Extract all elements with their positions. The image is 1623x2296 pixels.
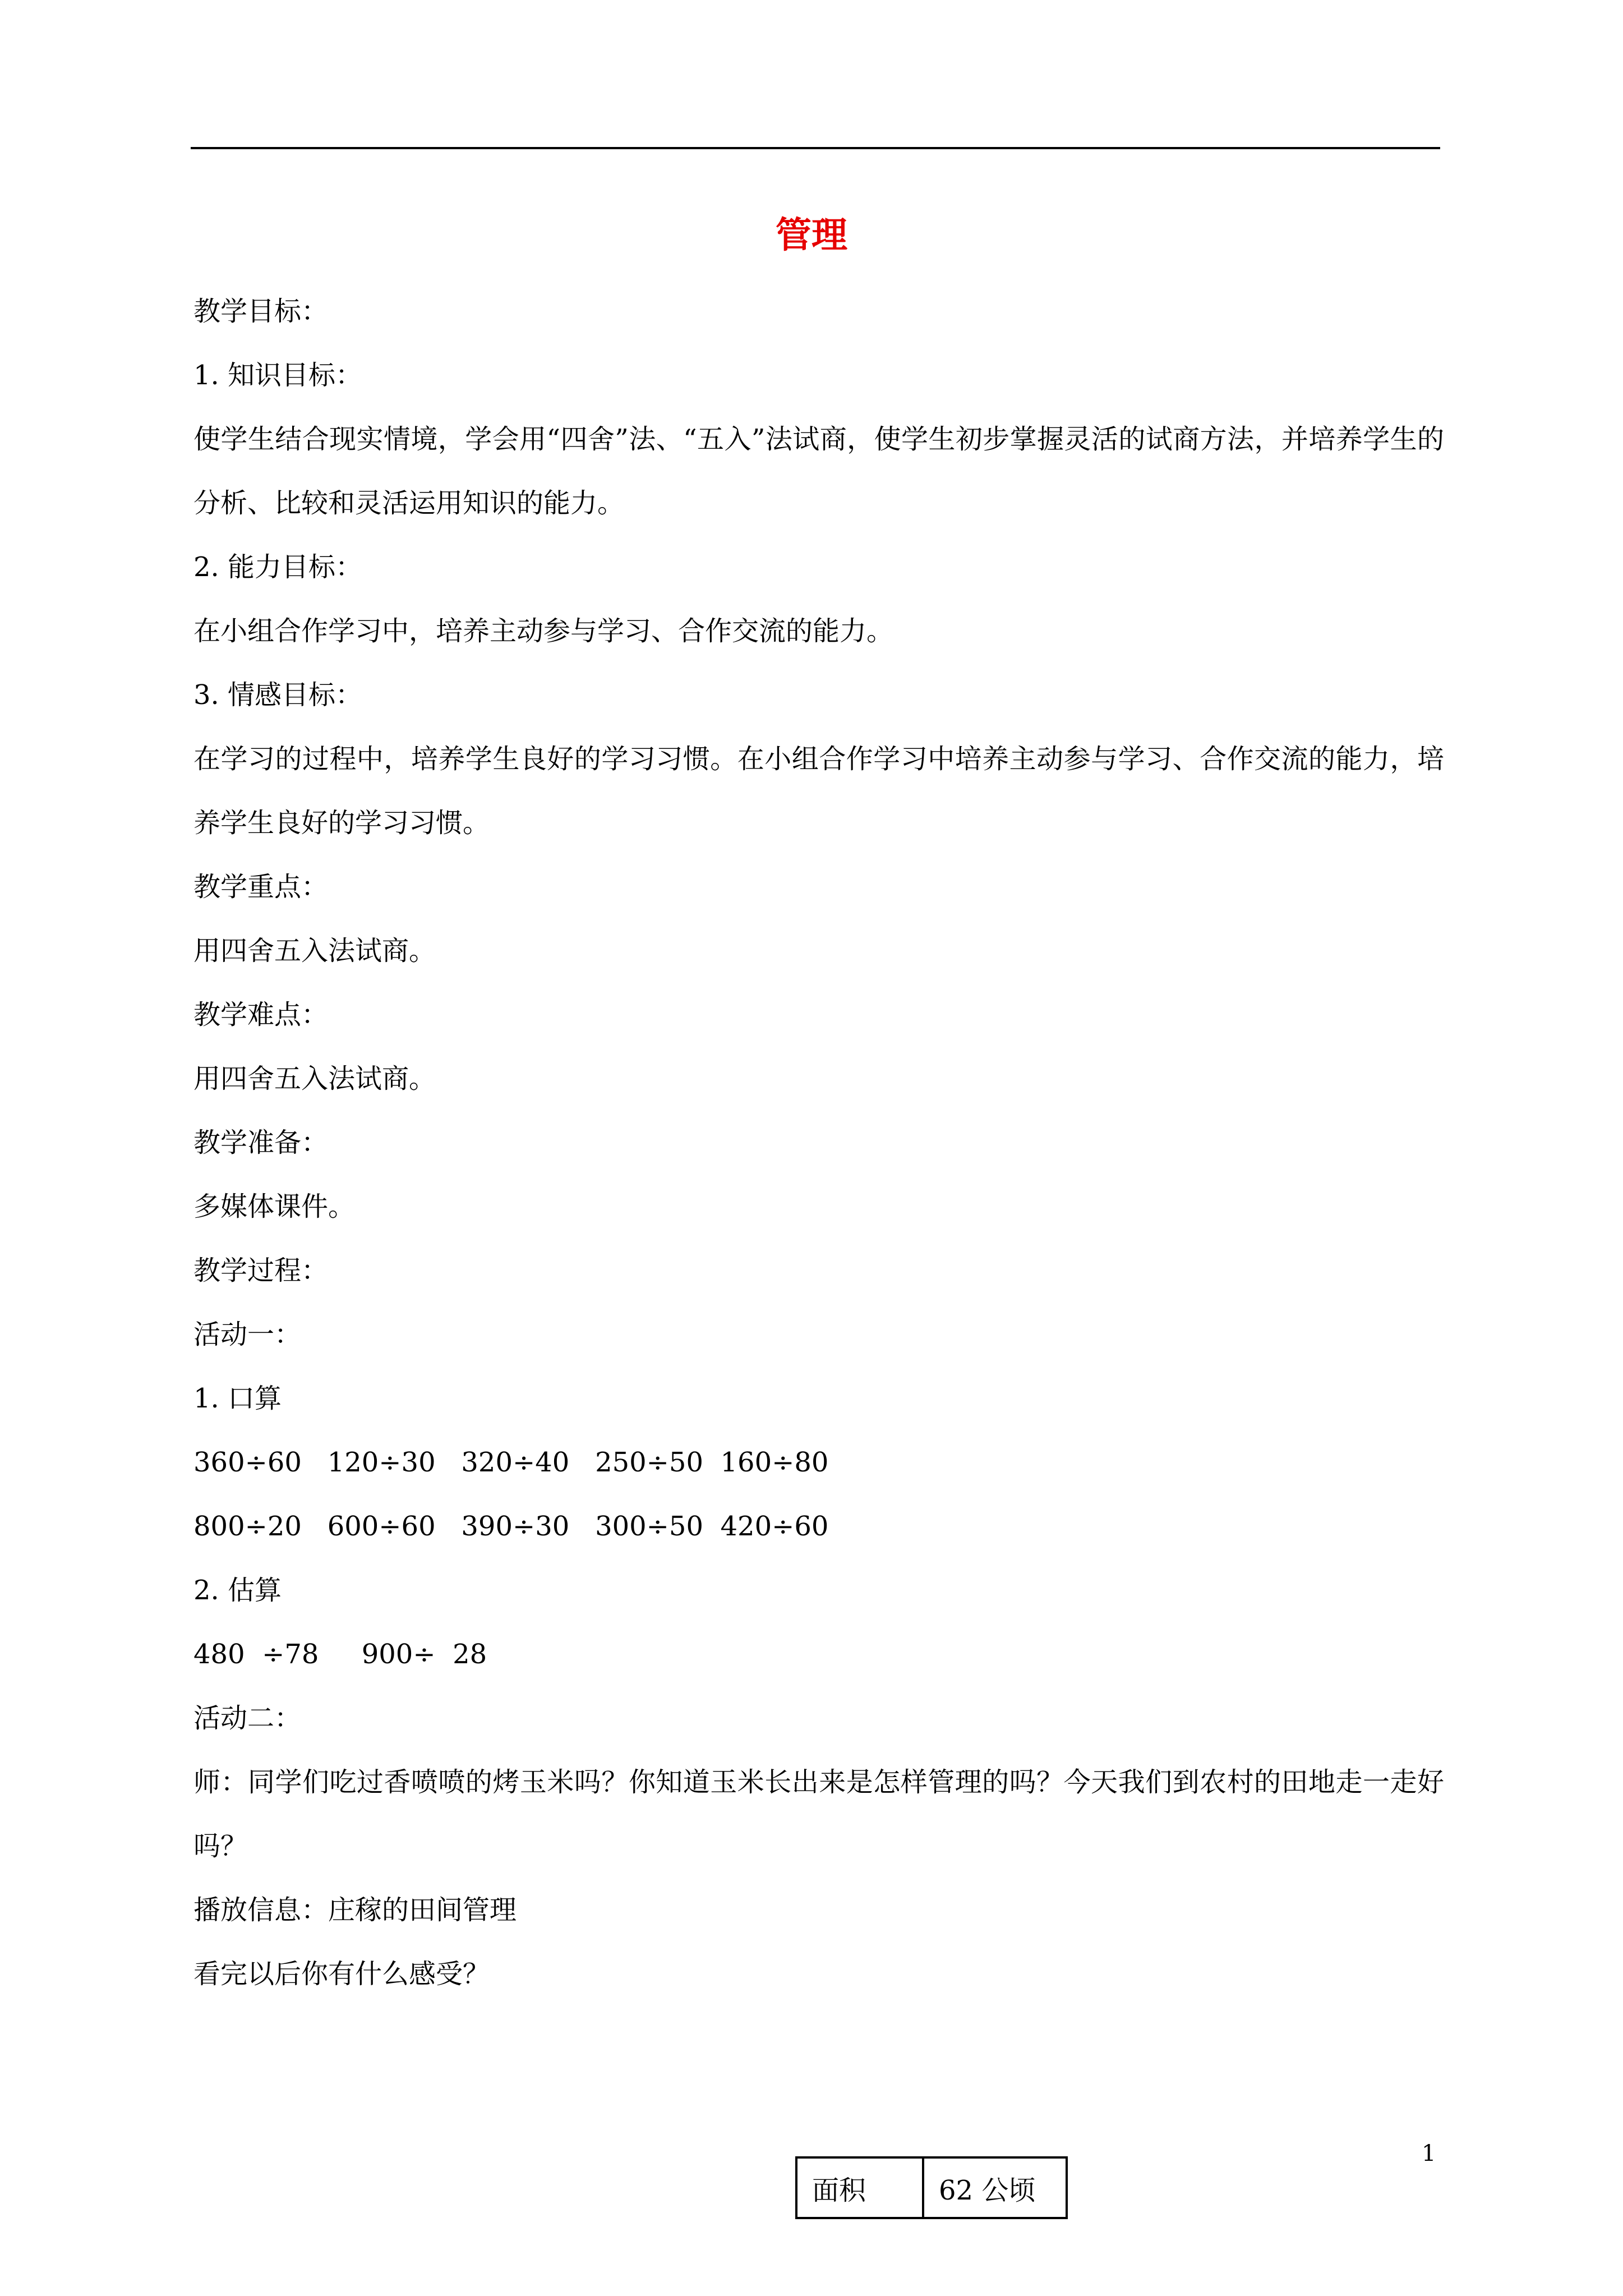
oral-calculation-row-2: 800÷20 600÷60 390÷30 300÷50 420÷60 — [193, 1511, 829, 1542]
activity-one-heading: 活动一： — [193, 1319, 302, 1350]
area-value-cell: 62 公顷 — [923, 2157, 1067, 2218]
difficulties-text: 用四舍五入法试商。 — [193, 1063, 436, 1094]
area-label-cell: 面积 — [796, 2157, 923, 2218]
play-info-text: 播放信息：庄稼的田间管理 — [193, 1894, 517, 1926]
objective-emotion-heading: 3. 情感目标： — [193, 679, 363, 711]
heading-key-points: 教学重点： — [193, 871, 329, 903]
table-row — [796, 2157, 1067, 2218]
oral-calculation-heading: 1. 口算 — [193, 1383, 282, 1414]
objective-ability-heading: 2. 能力目标： — [193, 551, 363, 583]
reflection-question-text: 看完以后你有什么感受？ — [193, 1958, 490, 1990]
objective-knowledge-text: 使学生结合现实情境，学会用“四舍”法、“五入”法试商，使学生初步掌握灵活的试商方法，并培养学生的分析、比较和灵活运用知识的能力。 — [193, 424, 1444, 519]
key-points-text: 用四舍五入法试商。 — [193, 935, 436, 967]
header-rule — [191, 147, 1440, 149]
teacher-question-text: 师：同学们吃过香喷喷的烤玉米吗？你知道玉米长出来是怎样管理的吗？今天我们到农村的田地走一走好吗？ — [193, 1766, 1444, 1862]
objective-emotion-text: 在学习的过程中，培养学生良好的学习习惯。在小组合作学习中培养主动参与学习、合作交流的能力，培养学生良好的学习习惯。 — [193, 743, 1444, 839]
area-table — [795, 2156, 1068, 2219]
estimation-heading: 2. 估算 — [193, 1575, 282, 1606]
preparation-text: 多媒体课件。 — [193, 1191, 356, 1222]
heading-process: 教学过程： — [193, 1255, 329, 1286]
heading-teaching-objectives: 教学目标： — [193, 296, 329, 327]
document-body — [193, 295, 1444, 2021]
oral-calculation-row-1: 360÷60 120÷30 320÷40 250÷50 160÷80 — [193, 1447, 829, 1478]
heading-difficulties: 教学难点： — [193, 999, 329, 1030]
objective-ability-text: 在小组合作学习中，培养主动参与学习、合作交流的能力。 — [193, 615, 894, 647]
estimation-row: 480 ÷78 900÷ 28 — [193, 1639, 487, 1670]
activity-two-heading: 活动二： — [193, 1703, 302, 1734]
objective-knowledge-heading: 1. 知识目标： — [193, 360, 363, 391]
heading-preparation: 教学准备： — [193, 1127, 329, 1158]
page-number: 1 — [1422, 2141, 1436, 2166]
document-title: 管理 — [776, 214, 847, 256]
